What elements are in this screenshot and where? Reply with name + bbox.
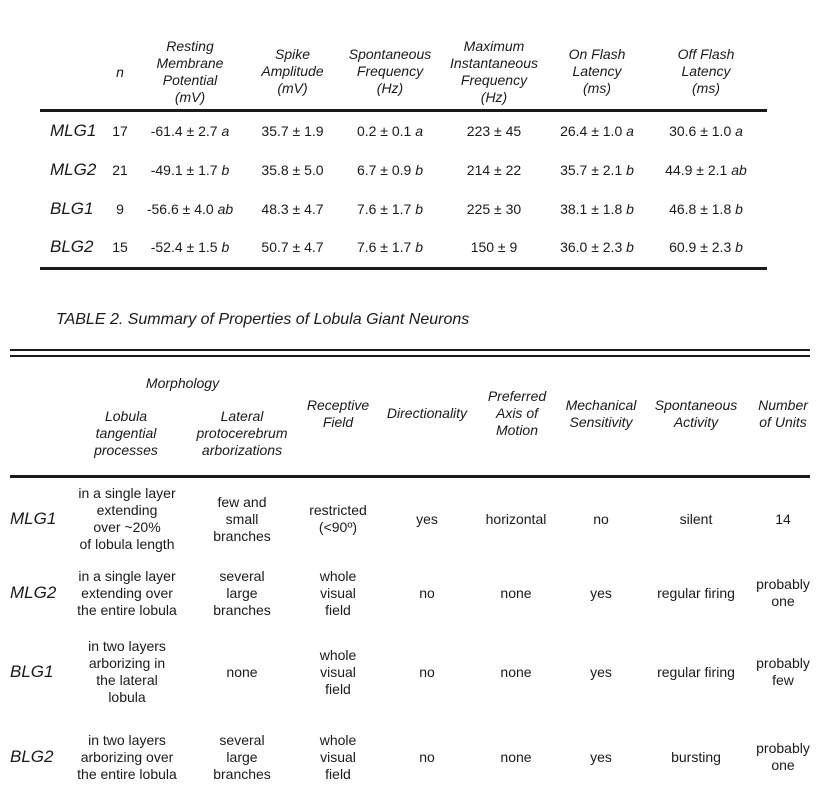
t1-cell-spont (340, 201, 440, 218)
t2-cell-lobula: in two layers arborizing in the lateral lobula (88, 638, 166, 705)
t1-value-maxfreq: 214 ± 22 (466, 162, 522, 178)
t2-cell-lobula: in two layers arborizing over the entire lobula (77, 731, 177, 782)
t2-cell-units: probably one (756, 576, 810, 609)
t1-value-n: 9 (116, 201, 124, 217)
t1-cell-n (105, 201, 135, 218)
t2-cell-preferred: horizontal (485, 510, 547, 527)
t2-top-rule-1 (10, 349, 810, 351)
t2-header-directionality: Directionality (386, 405, 468, 421)
t1-significance-spont: b (415, 239, 424, 255)
t2-cell-spontaneous: bursting (671, 748, 721, 765)
t2-cell-directionality: yes (416, 510, 438, 527)
t2-cell-spontaneous: silent (679, 510, 713, 527)
t2-cell-directionality: no (419, 748, 435, 765)
t1-bottom-rule (40, 267, 767, 270)
t2-top-rule-2 (10, 355, 810, 357)
t1-cell-onflash (548, 239, 646, 256)
t1-value-onflash: 35.7 ± 2.1 (560, 162, 623, 178)
t1-value-onflash: 26.4 ± 1.0 (560, 123, 623, 139)
t1-value-offflash: 30.6 ± 1.0 (669, 123, 732, 139)
t2-cell-preferred: none (500, 663, 532, 680)
t2-header-preferred: Preferred Axis of Motion (487, 388, 547, 438)
t1-cell-spont (340, 162, 440, 179)
t1-value-onflash: 38.1 ± 1.8 (560, 201, 623, 217)
t1-value-onflash: 36.0 ± 2.3 (560, 239, 623, 255)
t1-significance-resting: b (221, 162, 230, 178)
t2-cell-directionality: no (419, 663, 435, 680)
t1-significance-spont: b (415, 201, 424, 217)
t1-header-offflash: Off Flash Latency (ms) (677, 46, 735, 96)
t2-header-receptive: Receptive Field (306, 397, 370, 430)
t2-cell-receptive: whole visual field (319, 646, 357, 697)
t1-value-spont: 6.7 ± 0.9 (356, 162, 412, 178)
t2-cell-receptive: restricted (<90º) (309, 502, 367, 535)
t1-value-spike: 35.8 ± 5.0 (261, 162, 324, 178)
t1-cell-offflash (650, 239, 762, 256)
t2-cell-units: 14 (775, 510, 791, 527)
t1-significance-onflash: a (626, 123, 634, 139)
t1-value-resting: -56.6 ± 4.0 (146, 201, 214, 217)
t1-value-label: MLG2 (50, 160, 97, 179)
t1-value-resting: -52.4 ± 1.5 (150, 239, 218, 255)
t2-header-mechanical: Mechanical Sensitivity (565, 397, 637, 430)
t1-cell-maxfreq (440, 162, 548, 179)
t1-value-offflash: 46.8 ± 1.8 (669, 201, 732, 217)
t2-cell-lobula: in a single layer extending over the entire lobula (77, 567, 177, 618)
t2-cell-units: probably one (756, 740, 810, 773)
t1-value-maxfreq: 225 ± 30 (466, 201, 522, 217)
t1-significance-resting: b (221, 239, 230, 255)
t1-significance-onflash: b (626, 162, 634, 178)
t1-header-spont: Spontaneous Frequency (Hz) (348, 46, 432, 96)
t1-header-spike: Spike Amplitude (mV) (261, 46, 324, 96)
t1-cell-spike (245, 162, 340, 179)
t2-cell-mechanical: yes (590, 663, 612, 680)
t2-cell-mechanical: yes (590, 584, 612, 601)
t2-header-spontaneous: Spontaneous Activity (654, 397, 738, 430)
t1-cell-onflash (548, 201, 646, 218)
t1-header-maxfreq: Maximum Instantaneous Frequency (Hz) (450, 38, 538, 105)
t2-cell-lobula: in a single layer extending over ~20% of lobula length (78, 485, 176, 552)
t2-cell-lateral: none (226, 663, 258, 680)
t1-value-n: 17 (112, 123, 128, 139)
t1-value-offflash: 44.9 ± 2.1 (665, 162, 728, 178)
t2-cell-preferred: none (500, 584, 532, 601)
t1-cell-resting (135, 162, 245, 179)
t1-cell-n (105, 162, 135, 179)
t1-cell-spont (340, 123, 440, 140)
t1-value-spike: 50.7 ± 4.7 (261, 239, 324, 255)
t1-cell-offflash (650, 201, 762, 218)
t1-value-n: 21 (112, 162, 128, 178)
t1-significance-offflash: ab (731, 162, 747, 178)
t1-header-n: n (116, 64, 124, 80)
t1-significance-spont: b (415, 162, 424, 178)
t1-cell-maxfreq (440, 123, 548, 140)
t1-value-spont: 7.6 ± 1.7 (356, 239, 412, 255)
t1-header-onflash: On Flash Latency (ms) (568, 46, 626, 96)
table2-caption: TABLE 2. Summary of Properties of Lobula Giant Neurons (56, 311, 470, 328)
t2-cell-preferred: none (500, 748, 532, 765)
t1-cell-spike (245, 123, 340, 140)
t2-cell-mechanical: no (593, 510, 609, 527)
t1-cell-offflash (650, 162, 762, 179)
t1-cell-onflash (548, 162, 646, 179)
t1-value-resting: -49.1 ± 1.7 (150, 162, 218, 178)
t1-value-maxfreq: 150 ± 9 (470, 239, 518, 255)
t2-cell-spontaneous: regular firing (657, 584, 735, 601)
t1-value-spike: 48.3 ± 4.7 (261, 201, 324, 217)
t2-cell-lateral: several large branches (213, 731, 271, 782)
t2-cell-label: MLG2 (10, 583, 57, 602)
t2-cell-mechanical: yes (590, 748, 612, 765)
t1-significance-offflash: a (735, 123, 743, 139)
t1-cell-spont (340, 239, 440, 256)
t2-header-lateral: Lateral protocerebrum arborizations (196, 408, 288, 458)
t2-cell-label: BLG1 (10, 662, 54, 681)
t1-cell-maxfreq (440, 201, 548, 218)
t1-value-offflash: 60.9 ± 2.3 (669, 239, 732, 255)
t2-cell-lateral: few and small branches (213, 493, 271, 544)
t1-cell-onflash (548, 123, 646, 140)
t2-cell-label: MLG1 (10, 509, 57, 528)
t1-significance-offflash: b (735, 239, 743, 255)
t1-significance-onflash: b (626, 239, 634, 255)
t2-cell-receptive: whole visual field (319, 567, 357, 618)
t1-significance-resting: ab (217, 201, 234, 217)
t2-header-rule (10, 475, 810, 478)
t2-cell-receptive: whole visual field (319, 731, 357, 782)
t1-value-label: MLG1 (50, 121, 97, 140)
t2-cell-lateral: several large branches (213, 567, 271, 618)
t2-cell-spontaneous: regular firing (657, 663, 735, 680)
t2-header-lobula: Lobula tangential processes (94, 408, 158, 458)
t1-value-spont: 7.6 ± 1.7 (356, 201, 412, 217)
t1-value-maxfreq: 223 ± 45 (466, 123, 522, 139)
t1-cell-n (105, 123, 135, 140)
t1-cell-resting (135, 201, 245, 218)
t2-cell-units: probably few (756, 655, 810, 688)
t1-value-label: BLG1 (50, 199, 94, 218)
t1-significance-onflash: b (626, 201, 634, 217)
t1-value-spont: 0.2 ± 0.1 (356, 123, 412, 139)
t1-cell-resting (135, 239, 245, 256)
t1-cell-offflash (650, 123, 762, 140)
t1-cell-n (105, 239, 135, 256)
t1-header-rule (40, 109, 767, 112)
t2-cell-directionality: no (419, 584, 435, 601)
t1-cell-spike (245, 239, 340, 256)
t1-cell-spike (245, 201, 340, 218)
t1-value-n: 15 (112, 239, 128, 255)
t1-cell-maxfreq (440, 239, 548, 256)
t1-cell-resting (135, 123, 245, 140)
t1-value-spike: 35.7 ± 1.9 (261, 123, 324, 139)
t1-header-resting: Resting Membrane Potential (mV) (156, 38, 224, 105)
t2-cell-label: BLG2 (10, 747, 54, 766)
t1-significance-offflash: b (735, 201, 743, 217)
t1-value-resting: -61.4 ± 2.7 (150, 123, 218, 139)
t1-significance-resting: a (221, 123, 230, 139)
t2-header-morphology: Morphology (145, 375, 220, 391)
t1-significance-spont: a (415, 123, 424, 139)
t2-header-units: Number of Units (758, 397, 808, 430)
t1-value-label: BLG2 (50, 237, 94, 256)
